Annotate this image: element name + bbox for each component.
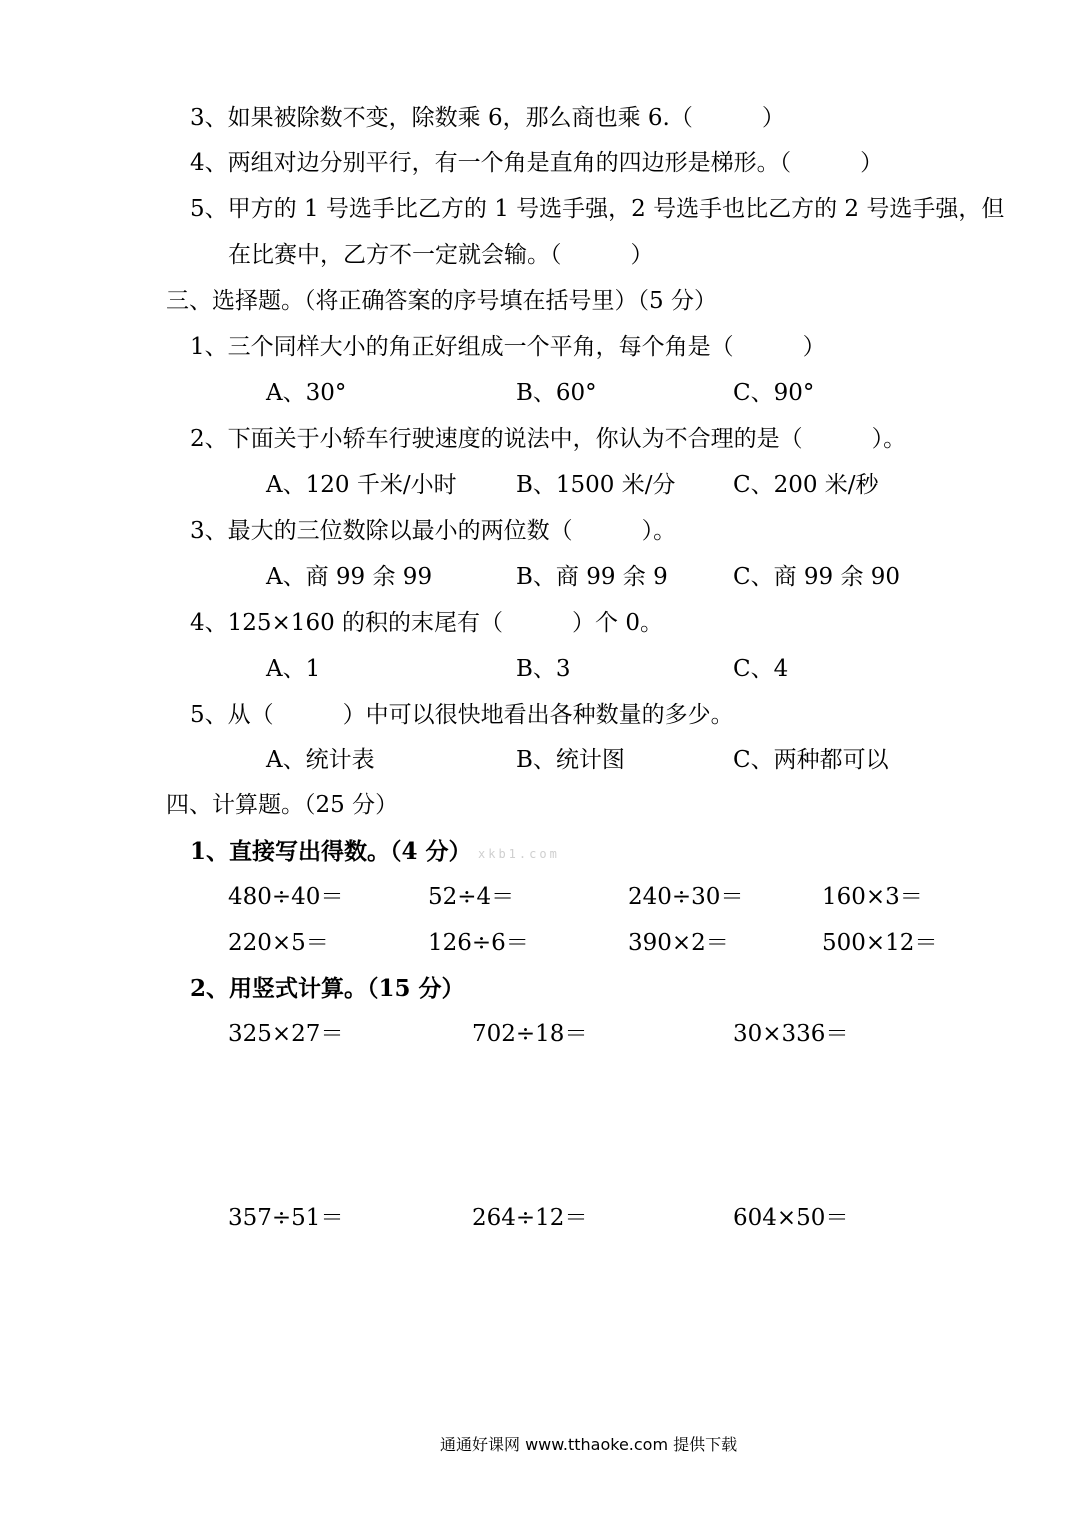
choice-4-option-a: A、1	[266, 656, 321, 682]
direct-calc-2-3: 390×2＝	[628, 930, 729, 956]
direct-calc-1-1: 480÷40＝	[228, 884, 344, 910]
judge-item-3: 3、如果被除数不变，除数乘 6，那么商也乘 6.（ ）	[190, 105, 785, 131]
choice-question-3: 3、最大的三位数除以最小的两位数（ ）。	[190, 518, 677, 544]
vertical-calc-2-2: 264÷12＝	[472, 1205, 588, 1231]
vertical-calc-2-3: 604×50＝	[733, 1205, 849, 1231]
judge-item-5-line2: 在比赛中，乙方不一定就会输。（ ）	[228, 242, 654, 268]
page-footer: 通通好课网 www.tthaoke.com 提供下载	[440, 1435, 738, 1454]
choice-1-option-a: A、30°	[266, 380, 347, 406]
choice-section-heading: 三、选择题。（将正确答案的序号填在括号里）（5 分）	[166, 288, 717, 314]
choice-1-option-c: C、90°	[733, 380, 815, 406]
direct-calc-1-2: 52÷4＝	[428, 884, 515, 910]
vertical-calc-heading: 2、用竖式计算。（15 分）	[190, 975, 465, 1002]
direct-calc-2-2: 126÷6＝	[428, 930, 529, 956]
choice-question-1: 1、三个同样大小的角正好组成一个平角，每个角是（ ）	[190, 334, 826, 360]
choice-5-option-a: A、统计表	[266, 747, 375, 773]
watermark-text: xkb1.com	[478, 847, 560, 861]
choice-4-option-b: B、3	[516, 656, 571, 682]
vertical-calc-1-3: 30×336＝	[733, 1021, 849, 1047]
choice-3-option-c: C、商 99 余 90	[733, 564, 901, 590]
vertical-calc-1-2: 702÷18＝	[472, 1021, 588, 1047]
direct-calc-heading: 1、直接写出得数。（4 分）	[190, 838, 472, 865]
choice-question-4: 4、125×160 的积的末尾有（ ）个 0。	[190, 610, 663, 636]
direct-calc-1-3: 240÷30＝	[628, 884, 744, 910]
choice-2-option-a: A、120 千米/小时	[266, 472, 457, 498]
choice-question-5: 5、从（ ）中可以很快地看出各种数量的多少。	[190, 702, 734, 728]
vertical-calc-1-1: 325×27＝	[228, 1021, 344, 1047]
judge-item-5-line1: 5、甲方的 1 号选手比乙方的 1 号选手强，2 号选手也比乙方的 2 号选手强，但	[190, 196, 1005, 222]
choice-5-option-c: C、两种都可以	[733, 747, 889, 773]
direct-calc-2-1: 220×5＝	[228, 930, 329, 956]
choice-1-option-b: B、60°	[516, 380, 597, 406]
direct-calc-1-4: 160×3＝	[822, 884, 923, 910]
choice-3-option-a: A、商 99 余 99	[266, 564, 433, 590]
choice-2-option-b: B、1500 米/分	[516, 472, 676, 498]
calc-section-heading: 四、计算题。（25 分）	[166, 792, 399, 818]
direct-calc-2-4: 500×12＝	[822, 930, 938, 956]
vertical-calc-2-1: 357÷51＝	[228, 1205, 344, 1231]
choice-2-option-c: C、200 米/秒	[733, 472, 879, 498]
choice-question-2: 2、下面关于小轿车行驶速度的说法中，你认为不合理的是（ ）。	[190, 426, 907, 452]
choice-5-option-b: B、统计图	[516, 747, 625, 773]
choice-3-option-b: B、商 99 余 9	[516, 564, 668, 590]
judge-item-4: 4、两组对边分别平行，有一个角是直角的四边形是梯形。（ ）	[190, 150, 884, 176]
choice-4-option-c: C、4	[733, 656, 789, 682]
